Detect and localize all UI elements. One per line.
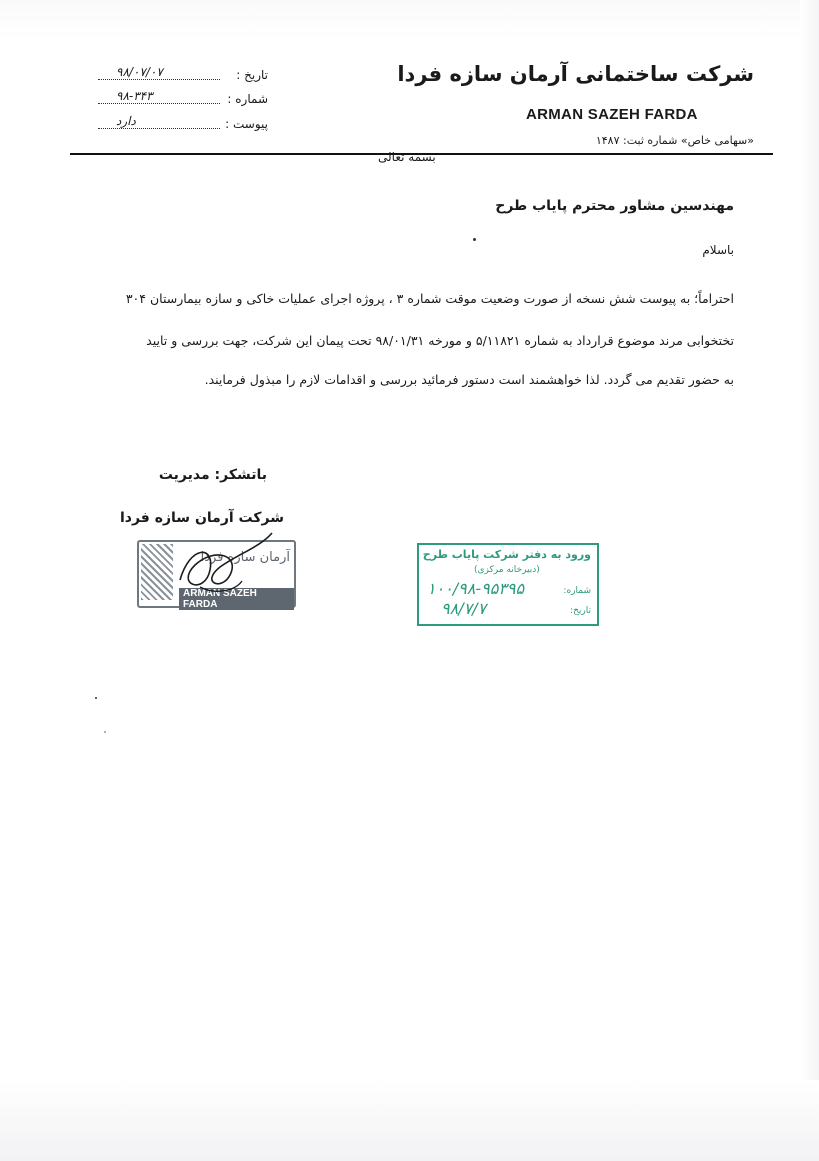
number-value: ۹۸-۳۴۳ <box>116 89 153 103</box>
dotted-line <box>98 79 220 80</box>
seal-number: 1487 <box>267 588 290 599</box>
body-line-3: به حضور تقدیم می گردد. لذا خواهشمند است دستور فرمائید بررسی و اقدامات لازم را مبذول فرمایند. <box>204 372 734 387</box>
stamp-number-label: شماره: <box>563 586 591 596</box>
seal-company-name: آرمان سازه فردا <box>200 550 290 565</box>
company-registration: «سهامی خاص» شماره ثبت: ۱۴۸۷ <box>595 134 754 147</box>
body-line-2: تختخوابی مرند موضوع قرارداد به شماره ۵/۱۱۸۲۱ و مورخه ۹۸/۰۱/۳۱ تحت پیمان این شرکت، جهت بررسی و تایید <box>146 333 734 348</box>
receipt-stamp <box>417 543 599 626</box>
body-line-1: احتراماً؛ به پیوست شش نسخه از صورت وضعیت موقت شماره ۳ ، پروژه اجرای عملیات خاکی و سازه بیمارستان ۳۰۴ <box>125 291 734 306</box>
greeting: باسلام <box>702 243 734 257</box>
basmala: بسمه تعالی <box>378 150 436 164</box>
number-label: شماره : <box>227 92 268 106</box>
attachment-value: دارد <box>116 114 136 128</box>
date-value: ۹۸/۰۷/۰۷ <box>116 65 163 79</box>
recipient: مهندسین مشاور محترم پایاب طرح <box>495 198 734 214</box>
sign-company: شرکت آرمان سازه فردا <box>119 510 284 526</box>
sign-off: باتشکر: مدیریت <box>158 467 267 483</box>
attachment-label: پیوست : <box>225 117 268 131</box>
date-label: تاریخ : <box>236 68 268 82</box>
dotted-line <box>98 103 220 104</box>
stamp-subtitle: (دبیرخانه مرکزی) <box>474 565 540 575</box>
scan-speck <box>473 238 476 241</box>
scan-shadow-top <box>0 0 819 40</box>
company-name-english: ARMAN SAZEH FARDA <box>526 106 698 123</box>
stamp-number-value: ۱۰۰/۹۸-۹۵۳۹۵ <box>427 579 525 598</box>
stamp-date-value: ۹۸/۷/۷ <box>441 599 487 618</box>
stamp-title: ورود به دفتر شرکت پایاب طرح <box>422 548 591 561</box>
handwritten-signature <box>160 525 280 605</box>
stamp-date-label: تاریخ: <box>570 606 591 616</box>
company-name-persian: شرکت ساختمانی آرمان سازه فردا <box>397 62 754 86</box>
dotted-line <box>98 128 220 129</box>
seal-english-name: ARMAN SAZEH FARDA <box>179 588 294 610</box>
scan-speck <box>104 731 106 733</box>
scan-shadow-right <box>800 0 819 1161</box>
scan-shadow-bottom <box>0 1080 819 1161</box>
scan-speck <box>95 697 97 699</box>
